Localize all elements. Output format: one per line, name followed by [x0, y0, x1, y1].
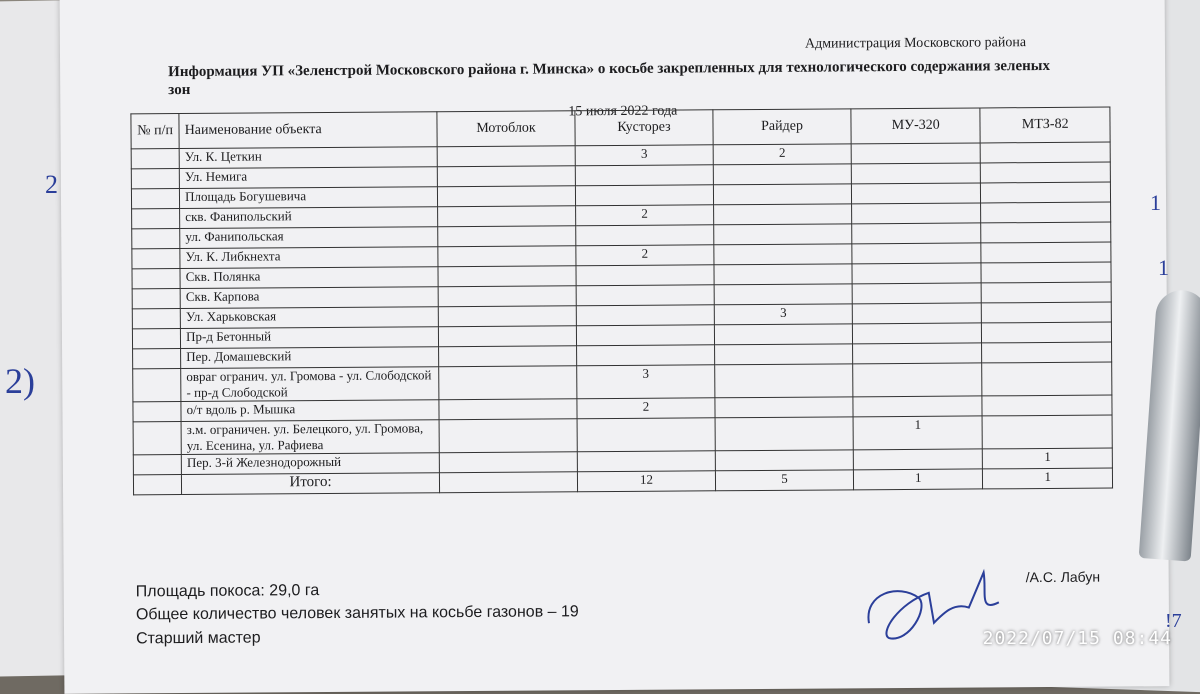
mtz82-cell: [982, 322, 1112, 343]
workers-count: Общее количество человек занятых на косьбе газонов – 19: [135, 603, 579, 624]
raider-cell: [714, 224, 852, 245]
document-title: Информация УП «Зеленстрой Московского района г. Минска» о косьбе закрепленных для технологического содержания зеленых зон: [168, 57, 1050, 99]
object-name: ул. Фанипольская: [180, 227, 438, 249]
object-name: Ул. Харьковская: [180, 307, 438, 329]
object-name: Ул. К. Цеткин: [179, 147, 437, 169]
document-page: [60, 0, 1170, 694]
motoblok-cell: [439, 399, 577, 420]
raider-cell: [714, 244, 852, 265]
kustorez-cell: [576, 225, 714, 246]
raider-cell: [715, 450, 853, 471]
raider-cell: [715, 397, 853, 418]
row-number: [131, 169, 179, 189]
raider-cell: [715, 417, 853, 451]
addressee: Администрация Московского района: [804, 35, 1027, 52]
total-mu320: 1: [853, 469, 983, 490]
col-header: МУ-320: [851, 108, 981, 144]
object-name: з.м. ограничен. ул. Белецкого, ул. Громова, ул. Есенина, ул. Рафиева: [181, 420, 439, 455]
mtz82-cell: [981, 202, 1111, 223]
raider-cell: [715, 364, 853, 398]
object-name: Пер. Домашевский: [181, 347, 439, 369]
motoblok-cell: [438, 226, 576, 247]
margin-note: 1: [1150, 190, 1161, 215]
row-number: [132, 329, 180, 349]
photo-timestamp: 2022/07/15 08:44: [982, 628, 1172, 649]
kustorez-cell: 2: [576, 245, 714, 266]
object-name: Пер. 3-й Железнодорожный: [181, 453, 439, 475]
mu320-cell: 1: [853, 416, 983, 450]
kustorez-cell: [576, 285, 714, 306]
position-title: Старший мастер: [136, 629, 261, 648]
margin-note: !7: [1165, 610, 1182, 632]
mu320-cell: [852, 263, 982, 284]
mu320-cell: [852, 203, 982, 224]
col-header: МТЗ-82: [980, 107, 1110, 143]
mtz82-cell: [982, 395, 1112, 416]
motoblok-cell: [437, 146, 575, 167]
motoblok-cell: [438, 246, 576, 267]
kustorez-cell: [577, 345, 715, 366]
kustorez-cell: [575, 185, 713, 206]
mowing-area: Площадь покоса: 29,0 га: [135, 582, 320, 601]
motoblok-cell: [439, 366, 577, 400]
total-kustorez: 12: [577, 471, 715, 492]
motoblok-cell: [439, 346, 577, 367]
mtz82-cell: [981, 262, 1111, 283]
motoblok-cell: [438, 306, 576, 327]
kustorez-cell: [576, 305, 714, 326]
mu320-cell: [853, 449, 983, 470]
col-header: Наименование объекта: [179, 112, 437, 149]
kustorez-cell: [576, 325, 714, 346]
row-number: [131, 149, 179, 169]
object-name: Пр-д Бетонный: [181, 327, 439, 349]
row-number: [133, 455, 181, 475]
col-header: Райдер: [713, 109, 851, 145]
row-number: [133, 369, 181, 402]
object-name: скв. Фанипольский: [180, 207, 438, 229]
mu320-cell: [852, 323, 982, 344]
raider-cell: [714, 264, 852, 285]
row-number: [133, 422, 181, 455]
raider-cell: [714, 324, 852, 345]
motoblok-cell: [439, 452, 577, 473]
kustorez-cell: [577, 451, 715, 472]
margin-note: 2: [45, 170, 58, 199]
kustorez-cell: 2: [577, 398, 715, 419]
row-number: [132, 229, 180, 249]
mu320-cell: [851, 183, 981, 204]
mtz82-cell: [982, 342, 1112, 363]
motoblok-cell: [437, 166, 575, 187]
row-number: [132, 309, 180, 329]
kustorez-cell: [575, 165, 713, 186]
row-number: [131, 189, 179, 209]
document-date: 15 июля 2022 года: [568, 103, 678, 120]
total-mtz82: 1: [983, 468, 1113, 489]
row-number: [132, 269, 180, 289]
mu320-cell: [853, 396, 983, 417]
mu320-cell: [852, 243, 982, 264]
motoblok-cell: [438, 206, 576, 227]
object-name: овраг огранич. ул. Громова - ул. Слободской - пр-д Слободской: [181, 367, 439, 402]
motoblok-cell: [439, 419, 577, 453]
kustorez-cell: [576, 265, 714, 286]
motoblok-cell: [438, 266, 576, 287]
mtz82-cell: [981, 182, 1111, 203]
object-name: Скв. Карпова: [180, 287, 438, 309]
mu320-cell: [852, 303, 982, 324]
object-name: Площадь Богушевича: [180, 187, 438, 209]
row-number: [132, 289, 180, 309]
col-header: № п/п: [131, 114, 179, 149]
kustorez-cell: 2: [576, 205, 714, 226]
row-number: [133, 349, 181, 369]
object-name: Скв. Полянка: [180, 267, 438, 289]
mu320-cell: [851, 143, 981, 164]
mu320-cell: [853, 343, 983, 364]
mtz82-cell: [982, 282, 1112, 303]
object-name: о/т вдоль р. Мышка: [181, 400, 439, 422]
mu320-cell: [852, 223, 982, 244]
mu320-cell: [852, 283, 982, 304]
kustorez-cell: 3: [577, 365, 715, 399]
col-header: Кусторез: [575, 110, 713, 146]
raider-cell: [713, 184, 851, 205]
raider-cell: [714, 284, 852, 305]
row-number: [132, 209, 180, 229]
object-name: Ул. К. Либкнехта: [180, 247, 438, 269]
motoblok-cell: [438, 326, 576, 347]
col-header: Мотоблок: [437, 111, 575, 147]
mtz82-cell: 1: [983, 448, 1113, 469]
mtz82-cell: [982, 302, 1112, 323]
margin-note: 1: [1158, 255, 1169, 280]
row-number: [133, 402, 181, 422]
mtz82-cell: [981, 242, 1111, 263]
mtz82-cell: [982, 362, 1112, 396]
mtz82-cell: [981, 142, 1111, 163]
raider-cell: 2: [713, 144, 851, 165]
margin-note: 2): [5, 361, 35, 401]
raider-cell: [714, 204, 852, 225]
table-body: [131, 142, 1112, 475]
signer-name: /А.С. Лабун: [1025, 568, 1101, 586]
raider-cell: [715, 344, 853, 365]
object-name: Ул. Немига: [179, 167, 437, 189]
kustorez-cell: [577, 418, 715, 452]
mtz82-cell: [981, 162, 1111, 183]
mu320-cell: [851, 163, 981, 184]
row-number: [132, 249, 180, 269]
kustorez-cell: 3: [575, 145, 713, 166]
total-label: Итого:: [182, 473, 440, 495]
motoblok-cell: [437, 186, 575, 207]
mtz82-cell: [981, 222, 1111, 243]
mu320-cell: [853, 363, 983, 397]
mowing-table: [130, 107, 1113, 496]
motoblok-cell: [438, 286, 576, 307]
total-raider: 5: [715, 470, 853, 491]
raider-cell: 3: [714, 304, 852, 325]
raider-cell: [713, 164, 851, 185]
mtz82-cell: [983, 415, 1113, 449]
